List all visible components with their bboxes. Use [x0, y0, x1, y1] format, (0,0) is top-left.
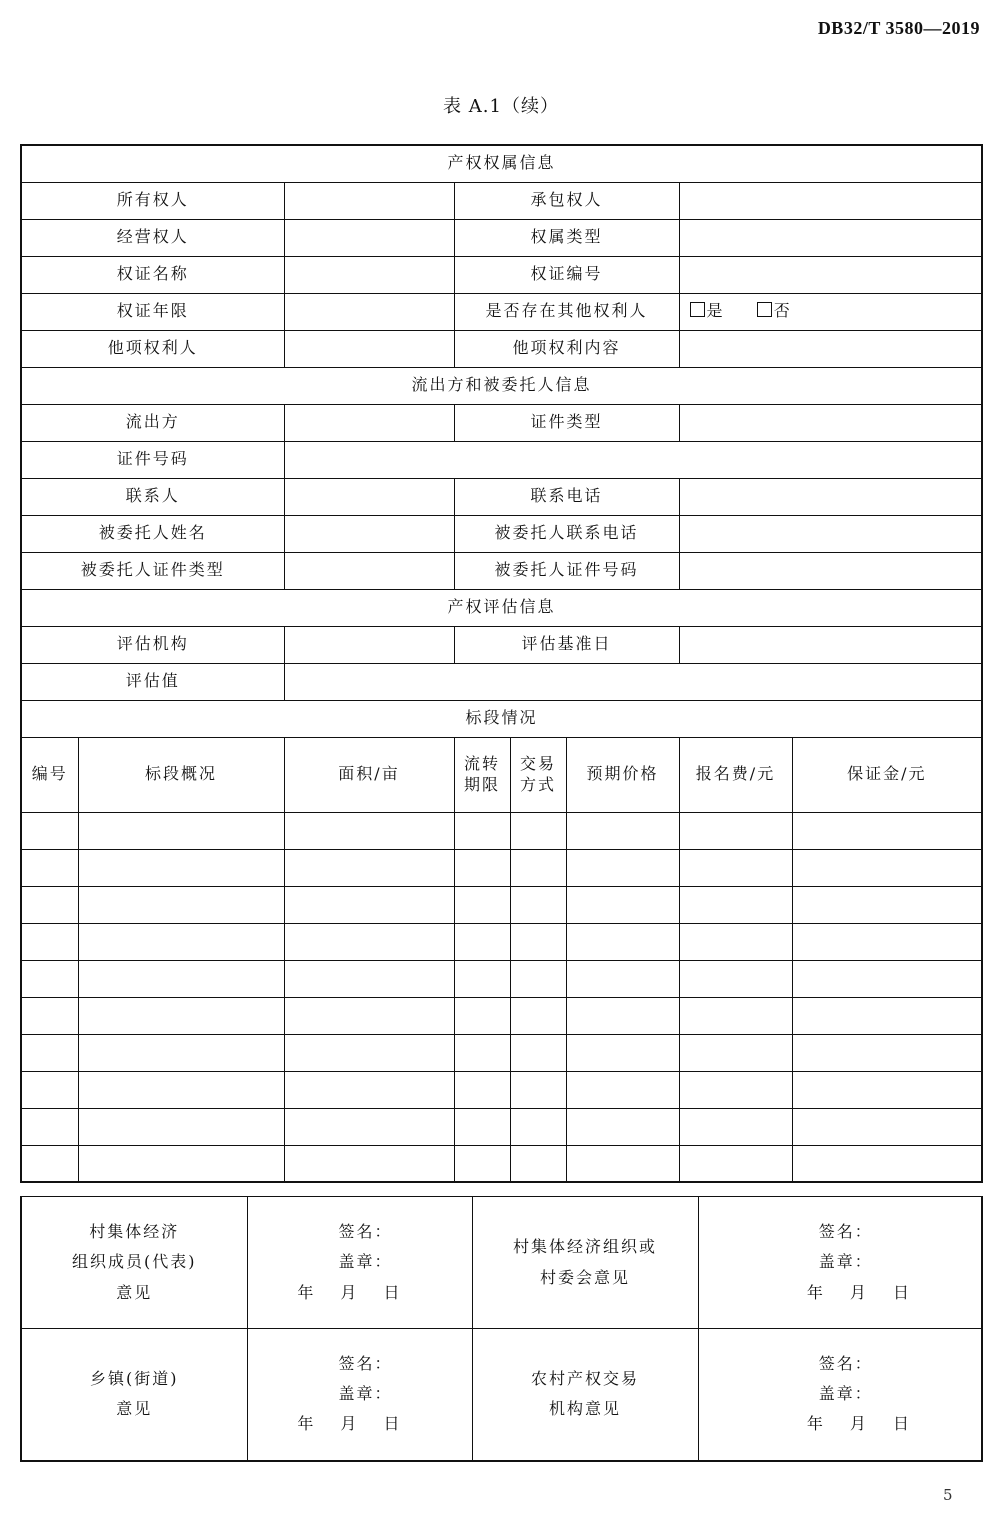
lot-cell[interactable] [679, 960, 792, 997]
table-row [21, 997, 982, 1034]
table-row [21, 960, 982, 997]
seal-label: 盖章： [818, 1384, 873, 1404]
lot-cell[interactable] [454, 849, 510, 886]
lot-cell[interactable] [679, 1108, 792, 1145]
label-eval-date: 评估基准日 [454, 626, 679, 663]
lot-cell[interactable] [566, 812, 679, 849]
collective-signature-area[interactable] [698, 1197, 982, 1329]
label-cert-name: 权证名称 [21, 256, 284, 293]
contact-field[interactable] [284, 478, 454, 515]
label-agent-id-type: 被委托人证件类型 [21, 552, 284, 589]
other-right-holder-field[interactable] [284, 330, 454, 367]
lot-cell[interactable] [78, 997, 284, 1034]
table-row [21, 1071, 982, 1108]
lot-cell[interactable] [21, 849, 78, 886]
no-label: 否 [773, 301, 792, 321]
table-row [21, 812, 982, 849]
lot-cell[interactable] [510, 923, 566, 960]
lot-cell[interactable] [454, 1034, 510, 1071]
lot-cell[interactable] [284, 849, 454, 886]
eval-value-field[interactable] [284, 663, 982, 700]
seal-label: 盖章： [818, 1252, 873, 1272]
lot-cell[interactable] [679, 1071, 792, 1108]
lot-cell[interactable] [21, 960, 78, 997]
lot-cell[interactable] [510, 1108, 566, 1145]
lot-cell[interactable] [78, 960, 284, 997]
lot-cell[interactable] [21, 1071, 78, 1108]
lot-cell[interactable] [454, 997, 510, 1034]
label-transferor: 流出方 [21, 404, 284, 441]
lot-cell[interactable] [21, 997, 78, 1034]
operator-field[interactable] [284, 219, 454, 256]
lot-cell[interactable] [78, 1071, 284, 1108]
label-other-right-holder: 他项权利人 [21, 330, 284, 367]
sign-label: 签名： [818, 1221, 873, 1241]
lot-cell[interactable] [792, 1071, 982, 1108]
yes-checkbox[interactable] [690, 302, 705, 317]
lot-cell[interactable] [792, 849, 982, 886]
table-title: 表 A.1（续） [443, 96, 559, 117]
label-other-rights-exist: 是否存在其他权利人 [454, 293, 679, 330]
label-agent-id-number: 被委托人证件号码 [454, 552, 679, 589]
lot-cell[interactable] [679, 997, 792, 1034]
agent-id-number-field[interactable] [679, 552, 982, 589]
date-label: 年 月 日 [806, 1414, 911, 1434]
lot-cell[interactable] [566, 1145, 679, 1182]
lot-cell[interactable] [284, 997, 454, 1034]
lot-cell[interactable] [284, 1071, 454, 1108]
lot-cell[interactable] [454, 886, 510, 923]
col-price: 预期价格 [566, 737, 679, 812]
lot-cell[interactable] [792, 1145, 982, 1182]
cert-no-field[interactable] [679, 256, 982, 293]
lot-cell[interactable] [792, 812, 982, 849]
lot-cell[interactable] [679, 1034, 792, 1071]
lot-cell[interactable] [679, 1145, 792, 1182]
lot-cell[interactable] [510, 997, 566, 1034]
lot-cell[interactable] [78, 812, 284, 849]
lot-cell[interactable] [792, 1108, 982, 1145]
contact-phone-field[interactable] [679, 478, 982, 515]
application-form-table [20, 144, 983, 1183]
label-eval-value: 评估值 [21, 663, 284, 700]
lot-cell[interactable] [454, 1071, 510, 1108]
contractor-field[interactable] [679, 182, 982, 219]
lot-cell[interactable] [679, 886, 792, 923]
table-row [21, 923, 982, 960]
label-exchange-opinion: 农村产权交易 机构意见 [472, 1329, 698, 1461]
signature-table [20, 1196, 983, 1462]
lot-cell[interactable] [78, 1108, 284, 1145]
lot-cell[interactable] [78, 886, 284, 923]
standard-code: DB32/T 3580—2019 [817, 18, 980, 38]
section-header-ownership: 产权权属信息 [21, 145, 982, 182]
lot-cell[interactable] [510, 812, 566, 849]
sign-label: 签名： [338, 1353, 393, 1373]
table-row [21, 1108, 982, 1145]
agent-id-type-field[interactable] [284, 552, 454, 589]
label-collective-opinion: 村集体经济组织或 村委会意见 [472, 1197, 698, 1329]
label-agent-name: 被委托人姓名 [21, 515, 284, 552]
lot-cell[interactable] [566, 1034, 679, 1071]
lot-cell[interactable] [510, 1145, 566, 1182]
section-header-lots: 标段情况 [21, 700, 982, 737]
villagers-signature-area[interactable] [247, 1197, 472, 1329]
eval-org-field[interactable] [284, 626, 454, 663]
seal-label: 盖章： [338, 1384, 393, 1404]
lot-cell[interactable] [284, 923, 454, 960]
other-right-content-field[interactable] [679, 330, 982, 367]
lot-cell[interactable] [566, 1071, 679, 1108]
lot-cell[interactable] [679, 923, 792, 960]
section-header-transferor: 流出方和被委托人信息 [21, 367, 982, 404]
label-ownership-type: 权属类型 [454, 219, 679, 256]
agent-phone-field[interactable] [679, 515, 982, 552]
lot-cell[interactable] [21, 886, 78, 923]
lot-cell[interactable] [21, 1108, 78, 1145]
owner-field[interactable] [284, 182, 454, 219]
lot-cell[interactable] [78, 1145, 284, 1182]
lot-cell[interactable] [566, 923, 679, 960]
date-label: 年 月 日 [297, 1282, 402, 1302]
lot-cell[interactable] [679, 812, 792, 849]
lot-cell[interactable] [454, 1145, 510, 1182]
date-label: 年 月 日 [297, 1414, 402, 1434]
lot-cell[interactable] [566, 849, 679, 886]
label-villagers-opinion: 村集体经济 组织成员(代表) 意见 [21, 1197, 247, 1329]
label-township-opinion: 乡镇(街道) 意见 [21, 1329, 247, 1461]
other-rights-choice [679, 293, 982, 330]
col-fee: 报名费/元 [679, 737, 792, 812]
eval-date-field[interactable] [679, 626, 982, 663]
yes-label: 是 [706, 301, 725, 321]
seal-label: 盖章： [338, 1252, 393, 1272]
id-number-field[interactable] [284, 441, 982, 478]
sign-label: 签名： [818, 1353, 873, 1373]
cert-name-field[interactable] [284, 256, 454, 293]
lot-cell[interactable] [284, 1145, 454, 1182]
lot-cell[interactable] [510, 960, 566, 997]
col-mode: 交易 方式 [510, 737, 566, 812]
lot-cell[interactable] [510, 1034, 566, 1071]
lot-cell[interactable] [792, 1034, 982, 1071]
label-cert-term: 权证年限 [21, 293, 284, 330]
sign-label: 签名： [338, 1221, 393, 1241]
lot-cell[interactable] [284, 886, 454, 923]
lot-cell[interactable] [21, 1034, 78, 1071]
section-header-evaluation: 产权评估信息 [21, 589, 982, 626]
lot-cell[interactable] [566, 960, 679, 997]
page-number: 5 [943, 1486, 953, 1504]
lot-cell[interactable] [510, 886, 566, 923]
no-checkbox[interactable] [757, 302, 772, 317]
col-term: 流转 期限 [454, 737, 510, 812]
lot-cell[interactable] [284, 1034, 454, 1071]
lot-cell[interactable] [78, 923, 284, 960]
lot-cell[interactable] [510, 849, 566, 886]
cert-term-field[interactable] [284, 293, 454, 330]
transferor-field[interactable] [284, 404, 454, 441]
lot-cell[interactable] [284, 812, 454, 849]
label-contractor: 承包权人 [454, 182, 679, 219]
col-lot-overview: 标段概况 [78, 737, 284, 812]
lot-cell[interactable] [454, 923, 510, 960]
lot-cell[interactable] [792, 997, 982, 1034]
label-owner: 所有权人 [21, 182, 284, 219]
id-type-field[interactable] [679, 404, 982, 441]
lot-cell[interactable] [566, 1108, 679, 1145]
label-agent-phone: 被委托人联系电话 [454, 515, 679, 552]
lot-cell[interactable] [566, 886, 679, 923]
lot-cell[interactable] [284, 960, 454, 997]
ownership-type-field[interactable] [679, 219, 982, 256]
table-row [21, 1034, 982, 1071]
township-signature-area[interactable] [247, 1329, 472, 1461]
lot-cell[interactable] [510, 1071, 566, 1108]
col-deposit: 保证金/元 [792, 737, 982, 812]
lot-cell[interactable] [679, 849, 792, 886]
lot-cell[interactable] [454, 812, 510, 849]
lot-cell[interactable] [284, 1108, 454, 1145]
label-contact-phone: 联系电话 [454, 478, 679, 515]
label-operator: 经营权人 [21, 219, 284, 256]
lot-cell[interactable] [21, 1145, 78, 1182]
lot-cell[interactable] [21, 923, 78, 960]
lot-cell[interactable] [454, 960, 510, 997]
label-cert-no: 权证编号 [454, 256, 679, 293]
lot-cell[interactable] [78, 1034, 284, 1071]
label-eval-org: 评估机构 [21, 626, 284, 663]
col-area: 面积/亩 [284, 737, 454, 812]
lot-cell[interactable] [792, 886, 982, 923]
lot-cell[interactable] [21, 812, 78, 849]
label-id-number: 证件号码 [21, 441, 284, 478]
lot-cell[interactable] [792, 923, 982, 960]
lot-cell[interactable] [454, 1108, 510, 1145]
date-label: 年 月 日 [806, 1282, 911, 1302]
lot-cell[interactable] [792, 960, 982, 997]
table-row [21, 886, 982, 923]
label-contact: 联系人 [21, 478, 284, 515]
exchange-signature-area[interactable] [698, 1329, 982, 1461]
agent-name-field[interactable] [284, 515, 454, 552]
lot-cell[interactable] [566, 997, 679, 1034]
label-other-right-content: 他项权利内容 [454, 330, 679, 367]
table-row [21, 1145, 982, 1182]
table-row [21, 849, 982, 886]
lot-cell[interactable] [78, 849, 284, 886]
col-lot-no: 编号 [21, 737, 78, 812]
label-id-type: 证件类型 [454, 404, 679, 441]
